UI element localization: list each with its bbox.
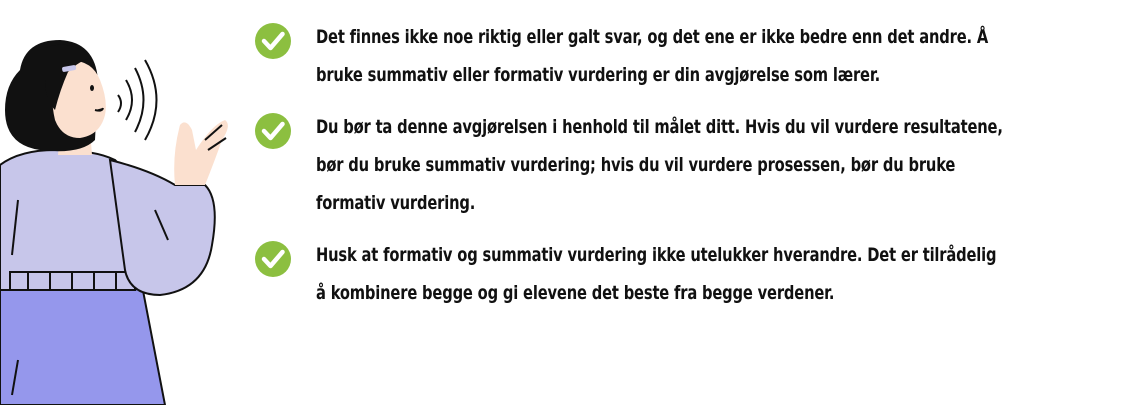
list-item <box>250 108 1120 222</box>
bullet-list <box>250 18 1120 326</box>
list-item-text: Husk at formativ og summativ vurdering ikke utelukker hverandre. Det er tilrådelig å kombinere begge og gi elevene det beste fra begge verdener. <box>316 244 997 304</box>
check-circle-icon <box>254 112 292 150</box>
list-item-text: Det finnes ikke noe riktig eller galt svar, og det ene er ikke bedre enn det andre. Å bruke summativ eller formativ vurdering er din avgjørelse som lærer. <box>316 26 989 86</box>
list-item <box>250 18 1120 94</box>
skirt <box>0 275 165 405</box>
hand <box>174 120 228 185</box>
sound-waves-icon <box>118 60 157 140</box>
list-item-text: Du bør ta denne avgjørelsen i henhold til målet ditt. Hvis du vil vurdere resultatene, bør du bruke summativ vurdering; hvis du vil vurdere prosessen, bør du bruke formativ vurdering. <box>316 116 1003 214</box>
list-item <box>250 236 1120 312</box>
check-circle-icon <box>254 22 292 60</box>
speaking-woman-illustration <box>0 0 240 405</box>
check-circle-icon <box>254 240 292 278</box>
